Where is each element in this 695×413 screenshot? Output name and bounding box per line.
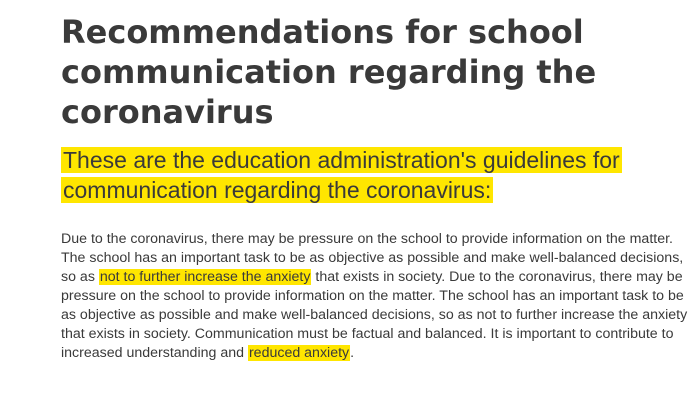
- body-paragraph: [61, 230, 691, 363]
- body-text-part-3: .: [350, 345, 355, 361]
- article: [61, 0, 691, 363]
- body-text-part-2: that exists in society. Due to the coronavirus, there may be pressure on the school to provide information on the matter. The school has an important task to be as objective as possible and make well-balanced decisions, so as not to further increase the anxiety that exists in society. Communication must be factual and balanced. It is important to contribute to increased understanding and: [61, 269, 688, 361]
- highlight-reduced-anxiety: reduced anxiety: [248, 345, 350, 361]
- body-text-part-1: Due to the coronavirus, there may be pressure on the school to provide information on the matter. The school has an important task to be as objective as possible and make well-balanced decisions, so as: [61, 231, 684, 285]
- lead-highlight: These are the education administration's guidelines for communication regarding the coronavirus:: [63, 147, 620, 203]
- lead-paragraph: [61, 145, 691, 205]
- page-title: Recommendations for school communication regarding the coronavirus: [61, 13, 597, 131]
- highlight-anxiety: not to further increase the anxiety: [99, 269, 311, 285]
